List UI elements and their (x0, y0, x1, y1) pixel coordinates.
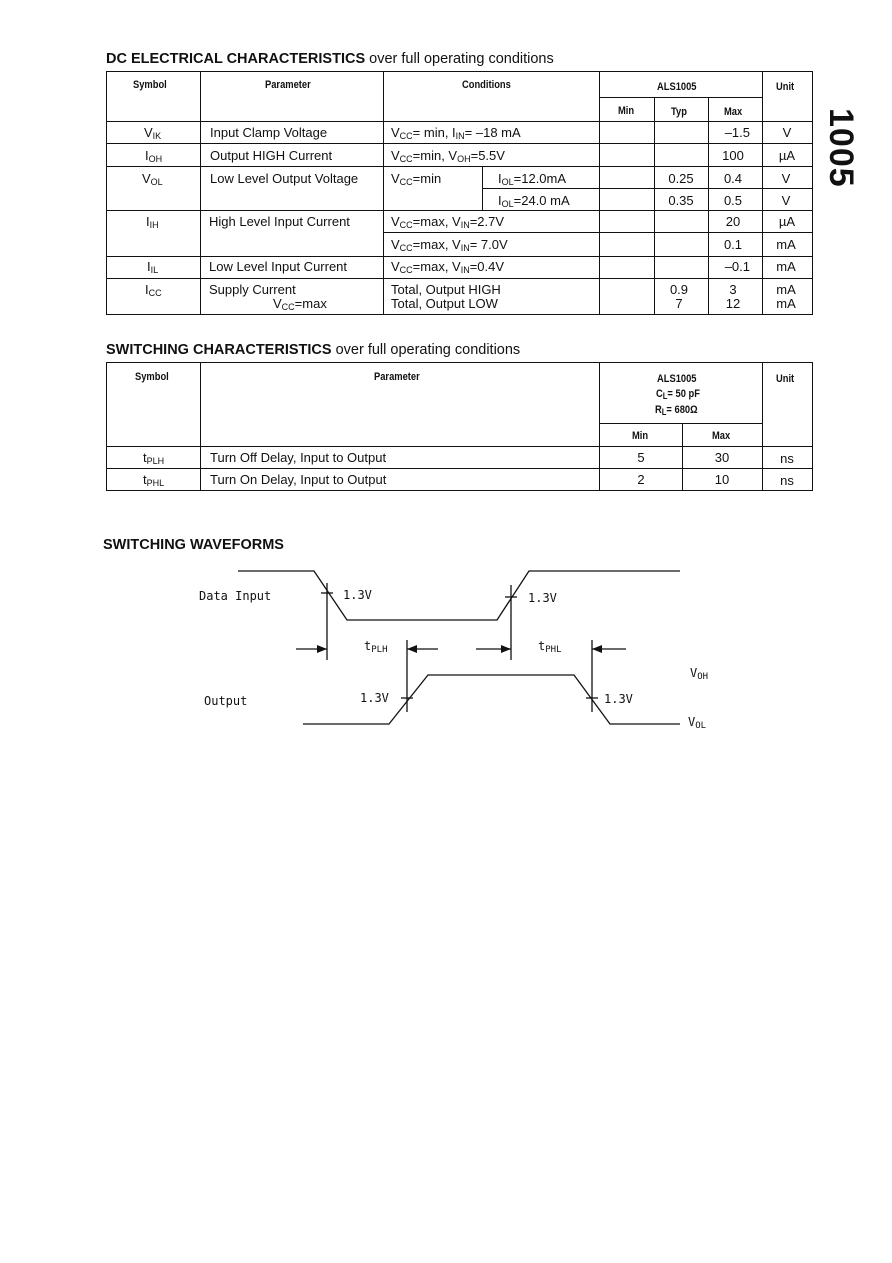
dc-row-max: 100 (722, 148, 744, 163)
dc-row-typ: 0.35 (668, 193, 694, 208)
dc-row-typ: 7 (675, 296, 683, 311)
tphl-arrow-left (501, 645, 511, 653)
dc-row-max: 0.5 (723, 193, 743, 208)
dc-row-max: 3 (729, 282, 737, 297)
dc-row-symbol: $I_{CC}$ (145, 282, 162, 298)
dc-header-max: Max (724, 106, 743, 118)
vol-label: $V_{OL}$ (688, 715, 707, 731)
dc-row-typ: 0.25 (668, 171, 694, 186)
dc-row-condition: $V_{CC}=\min$, $V_{OH}=5.5V$ (391, 148, 505, 164)
tphl-arrow-right (592, 645, 602, 653)
sw-header-device: ALS1005 (657, 373, 697, 385)
dc-row-unit: V (782, 125, 792, 140)
part-number: 1005 (822, 108, 860, 188)
dc-row-condition: $V_{CC}=\min$ (391, 171, 442, 187)
dc-row-condition: $V_{CC}=\max$, $V_{IN}=2.7V$ (391, 214, 505, 230)
dc-row-max: 12 (725, 296, 741, 311)
waveforms-title: SWITCHING WAVEFORMS (103, 537, 284, 553)
dc-row-condition: Total, Output HIGH (391, 282, 501, 297)
dc-row-unit: V (781, 171, 791, 186)
dc-row-subcondition: $I_{OL}=12.0mA$ (498, 171, 567, 187)
dc-row-parameter: High Level Input Current (209, 214, 350, 229)
dc-row-unit: mA (776, 296, 796, 311)
dc-row-symbol: $I_{IH}$ (146, 214, 159, 230)
dc-row-unit: V (781, 193, 791, 208)
dc-row-parameter: Input Clamp Voltage (210, 125, 328, 140)
dc-row-condition: $V_{CC}=\max$, $V_{IN}=0.4V$ (391, 259, 505, 275)
dc-row-unit: µA (778, 214, 796, 229)
dc-header-min: Min (618, 105, 635, 117)
dc-row-condition: $V_{CC}=\max$, $V_{IN}= 7.0V$ (391, 237, 508, 253)
dc-row-symbol: $I_{IL}$ (147, 259, 159, 275)
dc-row-max: –0.1 (724, 259, 750, 274)
sw-row-unit: ns (780, 451, 794, 466)
dc-row-parameter: Low Level Input Current (209, 259, 348, 274)
dc-row-parameter-extra: $V_{CC}=\max$ (273, 296, 327, 312)
dc-row-condition: Total, Output LOW (391, 296, 498, 311)
sw-header-max: Max (712, 430, 731, 442)
dc-row-symbol: $V_{IK}$ (144, 125, 162, 141)
dc-row-max: 0.1 (723, 237, 743, 252)
dc-row-typ: 0.9 (669, 282, 689, 297)
dc-section-title: DC ELECTRICAL CHARACTERISTICS over full operating conditions (106, 51, 554, 67)
output-label: Output (204, 694, 248, 708)
sw-row-min: 5 (637, 450, 645, 465)
tphl-label: $t_{PHL}$ (538, 639, 562, 655)
threshold-label: 1.3V (528, 591, 557, 605)
dc-row-subcondition: $I_{OL}=24.0$ mA (498, 193, 570, 209)
sw-header-min: Min (632, 430, 649, 442)
sw-header-symbol: Symbol (135, 371, 169, 383)
sw-header-unit: Unit (776, 373, 795, 385)
sw-header-rl: $R_L= 680\Omega$ (655, 404, 698, 417)
tplh-arrow-right (407, 645, 417, 653)
dc-header-unit: Unit (776, 81, 795, 93)
dc-header-conditions: Conditions (462, 79, 511, 91)
dc-row-max: 0.4 (723, 171, 743, 186)
threshold-label: 1.3V (360, 691, 389, 705)
dc-row-unit: mA (776, 237, 796, 252)
threshold-label: 1.3V (343, 588, 372, 602)
dc-header-symbol: Symbol (133, 79, 167, 91)
data-input-label: Data Input (199, 589, 272, 603)
dc-row-condition: $V_{CC}= \min$, $I_{IN}= -18$ mA (391, 125, 521, 141)
dc-row-max: –1.5 (724, 125, 750, 140)
dc-row-unit: mA (776, 282, 796, 297)
sw-row-max: 10 (714, 472, 730, 487)
dc-row-unit: µA (778, 148, 796, 163)
threshold-label: 1.3V (604, 692, 633, 706)
dc-row-parameter: Low Level Output Voltage (210, 171, 359, 186)
data-input-waveform (238, 571, 680, 620)
voh-label: $V_{OH}$ (690, 666, 709, 682)
dc-row-parameter: Supply Current (209, 282, 296, 297)
sw-row-max: 30 (714, 450, 730, 465)
dc-header-typ: Typ (671, 106, 687, 118)
sw-row-unit: ns (780, 473, 794, 488)
sw-row-parameter: Turn On Delay, Input to Output (210, 472, 387, 487)
tplh-arrow-left (317, 645, 327, 653)
dc-row-max: 20 (725, 214, 741, 229)
sw-row-min: 2 (637, 472, 645, 487)
dc-row-unit: mA (776, 259, 796, 274)
sw-header-parameter: Parameter (374, 371, 420, 383)
dc-header-parameter: Parameter (265, 79, 311, 91)
sw-row-symbol: $t_{PLH}$ (143, 450, 165, 466)
dc-row-parameter: Output HIGH Current (210, 148, 333, 163)
sw-section-title: SWITCHING CHARACTERISTICS over full operating conditions (106, 342, 521, 358)
sw-row-symbol: $t_{PHL}$ (143, 472, 165, 488)
dc-header-device: ALS1005 (657, 81, 697, 93)
dc-row-symbol: $V_{OL}$ (142, 171, 163, 187)
sw-header-cl: $C_L= 50$ pF (656, 388, 700, 401)
sw-row-parameter: Turn Off Delay, Input to Output (210, 450, 387, 465)
dc-row-symbol: $I_{OH}$ (145, 148, 163, 164)
tplh-label: $t_{PLH}$ (364, 639, 388, 655)
